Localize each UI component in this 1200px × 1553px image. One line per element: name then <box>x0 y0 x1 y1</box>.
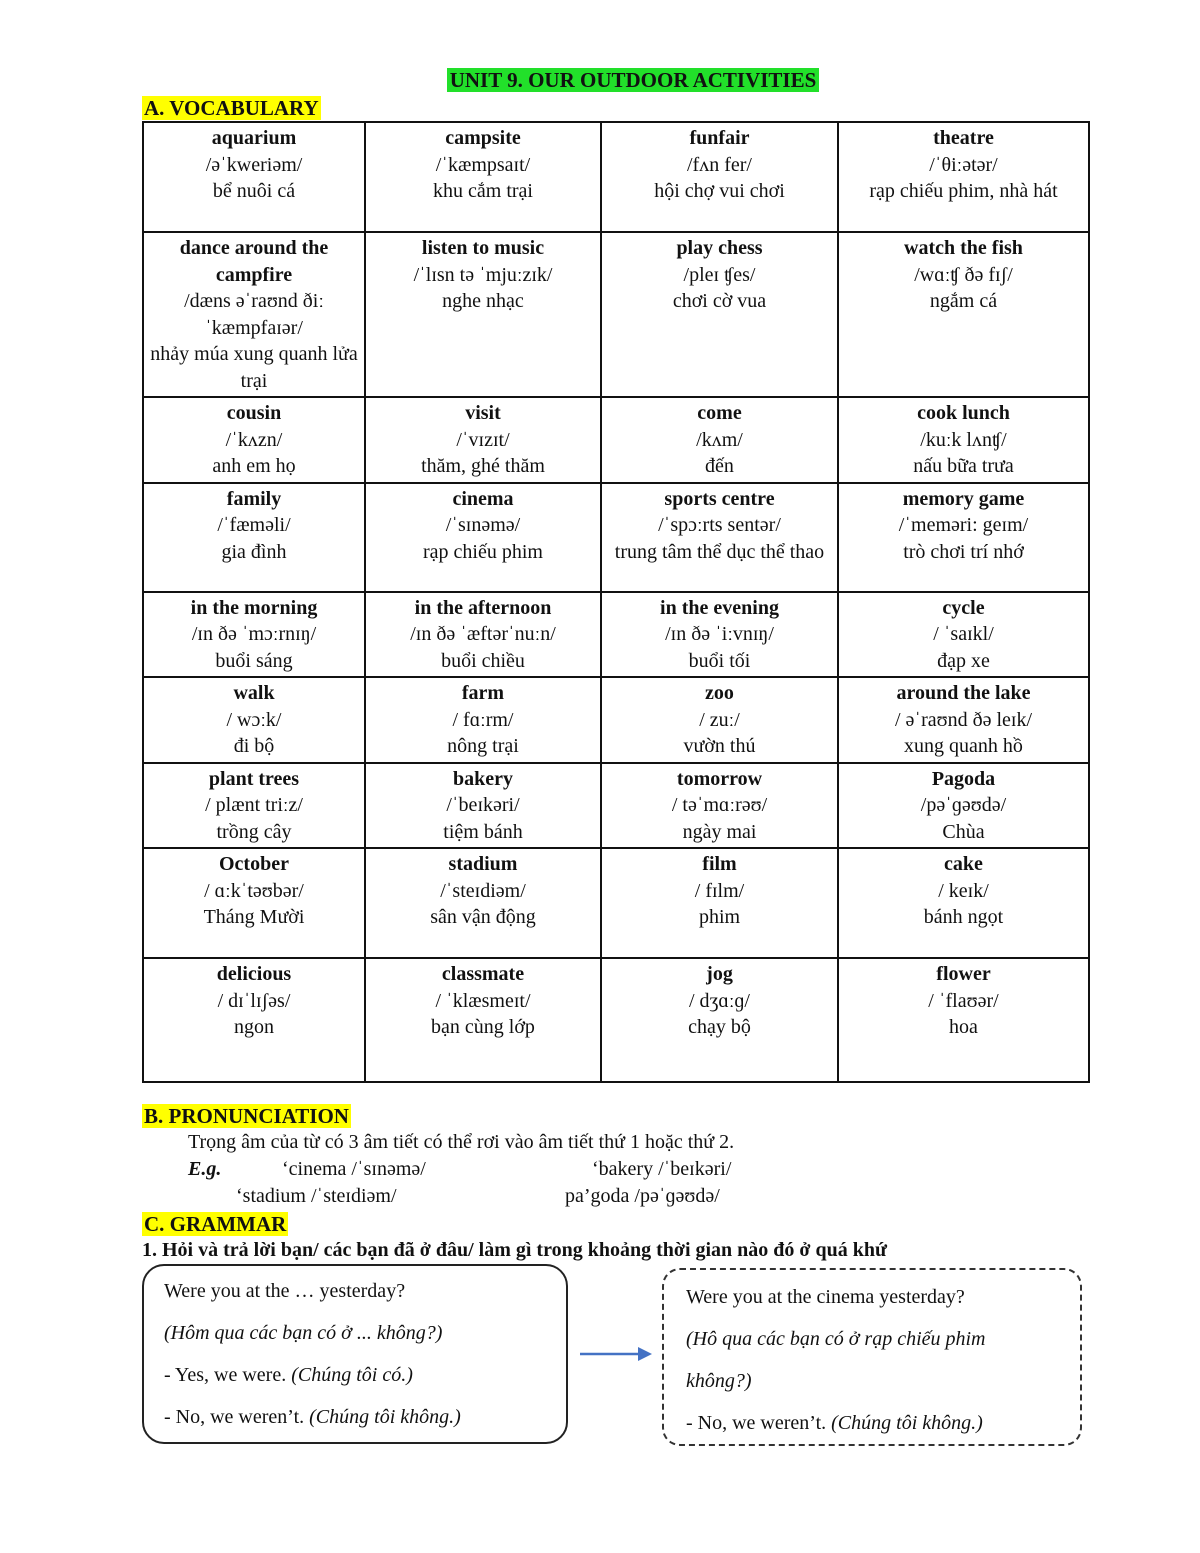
vocab-cell <box>601 122 838 232</box>
vocab-ipa: / ˈklæsmeɪt/ <box>435 989 531 1012</box>
vocab-cell <box>143 122 365 232</box>
pronunciation-rule: Trọng âm của từ có 3 âm tiết có thể rơi vào âm tiết thứ 1 hoặc thứ 2. <box>188 1131 735 1153</box>
vocab-meaning: ngon <box>234 1016 274 1038</box>
vocab-word: sports centre <box>664 487 775 510</box>
vocab-word: family <box>226 487 282 510</box>
vocab-meaning: buổi sáng <box>215 649 293 672</box>
vocab-word: jog <box>706 963 733 985</box>
example-question-translation-1: (Hô qua các bạn có ở rạp chiếu phim <box>686 1328 986 1350</box>
vocab-meaning: sân vận động <box>430 906 536 928</box>
vocab-meaning: vườn thú <box>683 735 756 757</box>
vocab-meaning: Chùa <box>942 820 985 843</box>
vocab-cell <box>365 592 601 678</box>
vocab-ipa: /ˈkʌzn/ <box>225 428 283 451</box>
vocab-meaning: hội chợ vui chơi <box>654 180 785 202</box>
vocab-cell <box>838 397 1089 483</box>
pattern-no-answer: - No, we weren’t. (Chúng tôi không.) <box>164 1406 461 1428</box>
vocab-word: theatre <box>933 127 994 149</box>
vocab-word: tomorrow <box>676 767 763 790</box>
vocab-cell <box>601 958 838 1082</box>
vocab-cell <box>143 848 365 958</box>
vocab-meaning: bể nuôi cá <box>212 180 296 202</box>
vocab-ipa: / fɑːrm/ <box>452 708 514 731</box>
vocab-ipa: / plænt triːz/ <box>205 794 303 816</box>
grammar-point-1: 1. Hỏi và trả lời bạn/ các bạn đã ở đâu/ làm gì trong khoảng thời gian nào đó ở quá khứ <box>142 1239 887 1261</box>
vocab-word: cook lunch <box>917 402 1010 424</box>
vocab-ipa: /ɪn ðə ˈæftərˈnuːn/ <box>410 623 556 645</box>
vocab-ipa: / ˈflaʊər/ <box>928 989 999 1012</box>
vocab-cell <box>143 483 365 592</box>
vocab-ipa: / təˈmɑːrəʊ/ <box>671 794 768 816</box>
vocab-word: funfair <box>689 127 750 149</box>
vocab-meaning: đi bộ <box>233 735 275 757</box>
vocab-meaning: phim <box>698 906 741 928</box>
vocab-word: visit <box>465 402 501 424</box>
vocab-meaning: trồng cây <box>216 820 292 843</box>
vocab-word: bakery <box>453 767 513 790</box>
vocab-word: zoo <box>705 682 734 704</box>
vocab-cell <box>601 232 838 397</box>
vocab-meaning: gia đình <box>221 540 287 563</box>
vocab-word: in the evening <box>660 596 779 619</box>
vocab-word: flower <box>936 963 991 985</box>
vocab-cell <box>365 483 601 592</box>
vocab-cell <box>143 232 365 397</box>
vocab-ipa: / əˈraʊnd ðə leɪk/ <box>894 708 1033 731</box>
vocab-cell <box>143 397 365 483</box>
vocab-meaning: đến <box>705 455 734 477</box>
vocab-meaning: ngày mai <box>682 820 757 843</box>
vocab-word: listen to music <box>421 237 545 259</box>
vocab-word: around the lake <box>896 682 1031 704</box>
vocab-word: film <box>702 853 737 875</box>
vocab-meaning: buổi tối <box>688 649 751 672</box>
vocab-word: come <box>697 402 742 424</box>
vocab-cell <box>601 483 838 592</box>
vocab-row <box>143 397 1089 483</box>
vocab-cell <box>143 592 365 678</box>
vocab-cell <box>365 397 601 483</box>
vocab-meaning: anh em họ <box>212 455 296 477</box>
vocab-cell <box>838 592 1089 678</box>
vocab-word: in the afternoon <box>414 596 552 619</box>
vocab-ipa: /ˈmeməri: geɪm/ <box>898 514 1029 536</box>
vocab-ipa: /ɪn ðə ˈiːvnɪŋ/ <box>665 623 774 645</box>
example-question: Were you at the cinema yesterday? <box>686 1286 965 1308</box>
vocab-ipa: /ˈvɪzɪt/ <box>456 428 510 451</box>
vocab-meaning: chạy bộ <box>688 1016 751 1038</box>
vocab-ipa: / wɔːk/ <box>226 708 282 731</box>
vocab-word: farm <box>461 682 505 704</box>
vocab-meaning: đạp xe <box>937 649 990 672</box>
vocab-ipa: /əˈkweriəm/ <box>205 153 303 176</box>
vocab-ipa: /kʌm/ <box>696 428 743 451</box>
vocab-meaning: rạp chiếu phim <box>423 540 543 563</box>
vocab-word: cake <box>944 853 983 875</box>
vocab-cell <box>838 848 1089 958</box>
vocab-cell <box>838 763 1089 849</box>
vocab-meaning: bạn cùng lớp <box>431 1016 535 1038</box>
example-pagoda: pa’goda /pəˈɡəʊdə/ <box>565 1185 720 1207</box>
pattern-question: Were you at the … yesterday? <box>164 1280 406 1302</box>
vocab-ipa: /ɪn ðə ˈmɔːrnɪŋ/ <box>191 623 317 645</box>
vocab-ipa: /ˈsteɪdiəm/ <box>440 879 526 902</box>
example-question-translation-2: không?) <box>686 1370 752 1392</box>
vocab-cell <box>365 232 601 397</box>
vocab-row <box>143 677 1089 763</box>
vocab-word: in the morning <box>190 596 318 619</box>
example-label: E.g. <box>188 1158 222 1180</box>
vocab-cell <box>601 397 838 483</box>
vocab-cell <box>838 677 1089 763</box>
vocab-cell <box>143 763 365 849</box>
vocab-ipa: /dæns əˈraʊnd ðiː ˈkæmpfaɪər/ <box>184 290 324 339</box>
vocab-word: cycle <box>942 596 985 619</box>
vocab-meaning: xung quanh hồ <box>904 735 1023 757</box>
vocab-meaning: nấu bữa trưa <box>913 455 1014 477</box>
vocab-meaning: ngắm cá <box>929 290 998 312</box>
pattern-question-translation: (Hôm qua các bạn có ở ... không?) <box>164 1322 443 1344</box>
vocab-ipa: /kuːk lʌnʧ/ <box>920 428 1007 451</box>
vocab-ipa: / ˈsaɪkl/ <box>933 623 994 645</box>
vocab-word: memory game <box>902 487 1025 510</box>
vocab-ipa: / fɪlm/ <box>694 879 745 902</box>
vocab-ipa: / dɪˈlɪʃəs/ <box>217 989 291 1012</box>
vocab-cell <box>601 677 838 763</box>
vocab-cell <box>601 763 838 849</box>
example-no-answer: - No, we weren’t. (Chúng tôi không.) <box>686 1412 983 1434</box>
vocabulary-table <box>142 121 1090 1083</box>
vocab-row <box>143 483 1089 592</box>
vocab-word: October <box>219 853 289 875</box>
vocab-cell <box>838 122 1089 232</box>
vocab-word: walk <box>233 682 275 704</box>
vocab-word: cinema <box>452 487 514 510</box>
vocab-word: aquarium <box>211 127 297 149</box>
vocab-row <box>143 592 1089 678</box>
page-title: UNIT 9. OUR OUTDOOR ACTIVITIES <box>0 68 1200 93</box>
vocab-word: play chess <box>676 237 763 259</box>
vocab-meaning: nông trại <box>447 735 519 757</box>
vocab-cell <box>143 677 365 763</box>
vocab-row <box>143 848 1089 958</box>
vocab-row <box>143 763 1089 849</box>
vocab-meaning: hoa <box>949 1016 978 1038</box>
vocab-ipa: /fʌn fer/ <box>687 153 752 176</box>
grammar-heading: C. GRAMMAR <box>144 1212 287 1236</box>
vocab-ipa: / zuː/ <box>699 708 740 731</box>
vocab-ipa: /ˈbeɪkəri/ <box>446 794 520 816</box>
vocab-cell <box>365 677 601 763</box>
vocab-meaning: bánh ngọt <box>923 906 1004 928</box>
vocab-word: campsite <box>445 127 521 149</box>
vocab-ipa: /ˈsɪnəmə/ <box>445 514 521 536</box>
vocab-ipa: / dʒɑːɡ/ <box>688 989 750 1012</box>
vocab-cell <box>838 232 1089 397</box>
vocab-cell <box>601 848 838 958</box>
vocab-ipa: /ˈfæməli/ <box>217 514 291 536</box>
vocab-word: watch the fish <box>904 237 1023 259</box>
vocab-word: delicious <box>216 963 292 985</box>
example-cinema: ‘cinema /ˈsɪnəmə/ <box>282 1158 426 1180</box>
pronunciation-heading: B. PRONUNCIATION <box>144 1104 349 1128</box>
grammar-pattern-box <box>142 1264 568 1444</box>
arrow-right-icon <box>578 1344 658 1364</box>
vocab-ipa: /ˈkæmpsaɪt/ <box>435 153 531 176</box>
vocab-meaning: nhảy múa xung quanh lửa trại <box>150 343 358 392</box>
pattern-yes-answer: - Yes, we were. (Chúng tôi có.) <box>164 1364 413 1386</box>
vocab-meaning: Tháng Mười <box>203 906 305 928</box>
vocab-ipa: /ˈspɔːrts sentər/ <box>658 514 781 536</box>
vocab-cell <box>365 763 601 849</box>
vocab-ipa: /wɑːʧ ðə fɪʃ/ <box>914 263 1013 286</box>
vocab-cell <box>365 958 601 1082</box>
vocab-meaning: thăm, ghé thăm <box>421 455 545 477</box>
vocab-word: stadium <box>448 853 518 875</box>
vocab-meaning: nghe nhạc <box>442 290 524 312</box>
vocab-ipa: / keɪk/ <box>938 879 989 902</box>
vocab-meaning: rạp chiếu phim, nhà hát <box>869 180 1058 202</box>
vocab-ipa: /ˈlɪsn tə ˈmjuːzɪk/ <box>413 263 553 286</box>
vocab-word: Pagoda <box>931 767 996 790</box>
vocab-cell <box>601 592 838 678</box>
vocab-word: classmate <box>441 963 525 985</box>
vocab-word: cousin <box>226 402 282 424</box>
vocab-row <box>143 958 1089 1082</box>
vocab-row <box>143 232 1089 397</box>
vocab-ipa: /pəˈɡəʊdə/ <box>920 794 1007 816</box>
vocab-row <box>143 122 1089 232</box>
vocab-meaning: trung tâm thể dục thể thao <box>614 540 825 563</box>
vocab-word: dance around the campfire <box>179 237 329 286</box>
vocab-ipa: / ɑːkˈtəʊbər/ <box>204 879 304 902</box>
vocab-meaning: chơi cờ vua <box>672 290 767 312</box>
grammar-example-box <box>662 1268 1082 1446</box>
vocab-meaning: trò chơi trí nhớ <box>903 540 1024 563</box>
vocab-cell <box>365 848 601 958</box>
vocabulary-heading: A. VOCABULARY <box>144 96 319 120</box>
vocab-cell <box>838 483 1089 592</box>
vocab-meaning: buổi chiều <box>441 649 525 672</box>
example-bakery: ‘bakery /ˈbeɪkəri/ <box>592 1158 732 1180</box>
vocab-cell <box>365 122 601 232</box>
vocab-cell <box>143 958 365 1082</box>
example-stadium: ‘stadium /ˈsteɪdiəm/ <box>236 1185 397 1207</box>
vocab-cell <box>838 958 1089 1082</box>
vocab-ipa: /pleɪ ʧes/ <box>683 263 756 286</box>
vocab-meaning: khu cắm trại <box>433 180 533 202</box>
vocab-meaning: tiệm bánh <box>443 820 523 843</box>
vocab-ipa: /ˈθiːətər/ <box>929 153 998 176</box>
vocab-word: plant trees <box>208 767 300 790</box>
